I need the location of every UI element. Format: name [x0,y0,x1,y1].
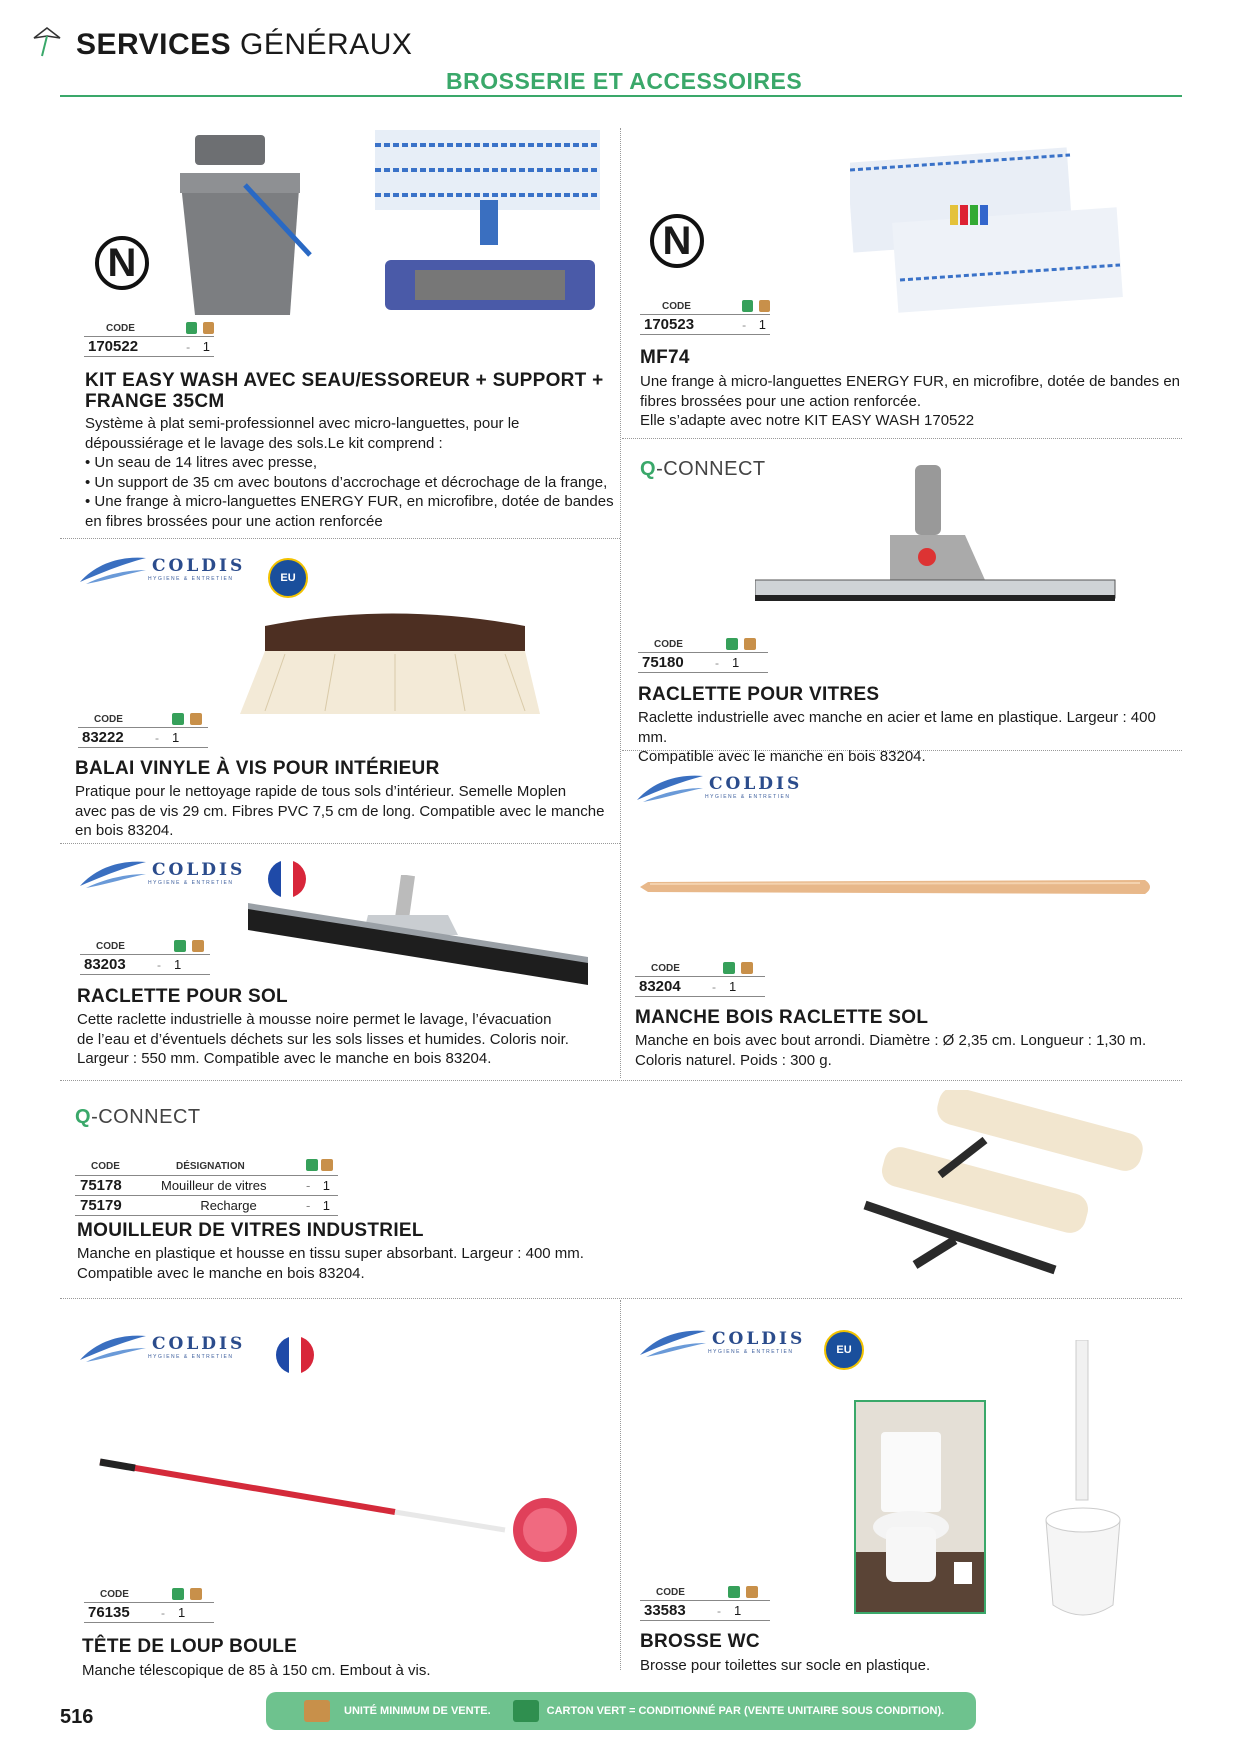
unit-box-icon [741,962,753,974]
product-title: MOUILLEUR DE VITRES INDUSTRIEL [77,1220,424,1241]
product-code: 76135 [88,1604,130,1621]
page-number: 516 [60,1706,94,1728]
product-description: Système à plat semi-professionnel avec micro-languettes, pour le dépoussiérage et le lavage des sols.Le kit comprend : • Un seau de 14 litres avec presse, • Un support de 35 cm avec boutons d’accrochage et décrochage de la frange, • Une frange à micro-languettes ENERGY FUR, en microfibre, dotée de bandes en fibres brossées pour une action renforcée [85,415,614,530]
row-divider [60,843,620,844]
column-divider [620,128,621,1078]
product-description: Manche en plastique et housse en tissu super absorbant. Largeur : 400 mm. Compatible avec le manche en bois 83204. [77,1245,584,1282]
toilet-brush-image [1038,1340,1128,1620]
eu-badge: EU [824,1330,864,1370]
product-code: 170523 [644,316,695,333]
coldis-logo: COLDIS HYGIENE & ENTRETIEN [635,770,802,804]
product-code-block: CODE 170523 - 1 [640,300,770,335]
window-squeegee-image [755,465,1120,605]
product-title: KIT EASY WASH AVEC SEAU/ESSOREUR + SUPPORT + FRANGE 35CM [85,370,604,412]
product-description: Manche en bois avec bout arrondi. Diamètre : Ø 2,35 cm. Longueur : 1,30 m. Coloris naturel. Poids : 300 g. [635,1032,1147,1069]
product-title: BROSSE WC [640,1631,760,1652]
product-code: 83203 [84,956,126,973]
green-carton-icon [172,1588,184,1600]
product-title: TÊTE DE LOUP BOULE [82,1636,298,1657]
product-description: Raclette industrielle avec manche en acier et lame en plastique. Largeur : 400 mm. Compatible avec le manche en bois 83204. [638,709,1156,765]
product-code-block: CODE 75180 - 1 [638,638,768,673]
product-code-block: CODE 83203 - 1 [80,940,210,975]
page-category-title: SERVICES GÉNÉRAUX [76,28,413,61]
product-code: 83204 [639,978,681,995]
product-code: 33583 [644,1602,686,1619]
mop-fringe-image [850,145,1125,315]
unit-box-icon [746,1586,758,1598]
product-title: MANCHE BOIS RACLETTE SOL [635,1007,929,1028]
product-description: Une frange à micro-languettes ENERGY FUR, en microfibre, dotée de bandes en fibres brossées pour une action renforcée. Elle s’adapte avec notre KIT EASY WASH 170522 [640,373,1180,429]
row-divider [622,438,1182,439]
cobweb-brush-image [95,1450,585,1565]
product-description: Manche télescopique de 85 à 150 cm. Embout à vis. [82,1662,431,1679]
legend-bar [266,1692,976,1730]
coldis-logo: COLDIS HYGIENE & ENTRETIEN [78,1330,245,1364]
product-code-block: CODE 33583 - 1 [640,1586,770,1621]
coldis-logo: COLDIS HYGIENE & ENTRETIEN [638,1325,805,1359]
green-carton-icon [186,322,197,334]
unit-box-icon [190,1588,202,1600]
table-row: 75179 Recharge - 1 [75,1196,338,1216]
green-carton-icon [513,1700,539,1722]
product-code-block: CODE 76135 - 1 [84,1588,214,1623]
green-carton-icon [723,962,735,974]
unit-box-icon [304,1700,330,1722]
category-icon [32,26,62,58]
unit-legend-text: UNITÉ MINIMUM DE VENTE. [344,1705,491,1717]
toilet-photo [854,1400,986,1614]
section-title: BROSSERIE ET ACCESSOIRES [446,68,803,94]
product-description: Cette raclette industrielle à mousse noire permet le lavage, l’évacuation de l’eau et d’éventuels déchets sur les sols lisses et humides. Coloris noir. Largeur : 550 mm. Compatible avec le manche en bois 83204. [77,1011,569,1067]
product-title: BALAI VINYLE À VIS POUR INTÉRIEUR [75,758,440,779]
unit-box-icon [203,322,214,334]
green-carton-icon [726,638,738,650]
row-divider [60,1298,1182,1299]
eu-badge: EU [268,558,308,598]
green-carton-icon [742,300,753,312]
unit-box-icon [744,638,756,650]
green-carton-legend-text: CARTON VERT = CONDITIONNÉ PAR (VENTE UNITAIRE SOUS CONDITION). [546,1705,945,1717]
n-logo: N [650,214,704,268]
product-code: 83222 [82,729,124,746]
unit-box-icon [321,1159,333,1171]
n-logo: N [95,236,149,290]
wood-handle-image [640,875,1155,899]
row-divider [60,538,620,539]
mop-support-image [375,130,600,320]
product-code-block: CODE 83204 - 1 [635,962,765,997]
product-code: 75180 [642,654,684,671]
product-title: RACLETTE POUR SOL [77,986,288,1007]
coldis-logo: COLDIS HYGIENE & ENTRETIEN [78,856,245,890]
product-code-block: CODE 170522 - 1 [84,322,214,357]
product-code: 170522 [88,338,139,355]
coldis-logo: COLDIS HYGIENE & ENTRETIEN [78,552,245,586]
designation-table: CODE DÉSIGNATION 75178 Mouilleur de vitres - 1 75179 Recharge - 1 [75,1158,338,1216]
qconnect-logo: Q-CONNECT [75,1106,201,1128]
unit-box-icon [192,940,204,952]
unit-box-icon [190,713,202,725]
broom-image [235,606,545,718]
green-carton-icon [174,940,186,952]
product-code-block: CODE 83222 - 1 [78,713,208,748]
france-flag-icon [276,1336,314,1374]
qconnect-logo: Q-CONNECT [640,458,766,480]
code-label: CODE [106,322,135,334]
product-description: Pratique pour le nettoyage rapide de tous sols d’intérieur. Semelle Moplen avec pas de vis 29 cm. Fibres PVC 7,5 cm de long. Compatible avec le manche en bois 83204. [75,783,605,839]
column-divider [620,1300,621,1670]
floor-squeegee-image [248,875,588,995]
row-divider [60,1080,1182,1081]
table-row: 75178 Mouilleur de vitres - 1 [75,1176,338,1196]
green-carton-icon [172,713,184,725]
unit-box-icon [759,300,770,312]
green-carton-icon [728,1586,740,1598]
bucket-image [175,135,320,320]
green-carton-icon [306,1159,318,1171]
header-rule [60,95,1182,97]
product-title: MF74 [640,347,690,368]
product-description: Brosse pour toilettes sur socle en plastique. [640,1657,931,1674]
product-title: RACLETTE POUR VITRES [638,684,880,705]
window-washer-image [845,1090,1175,1280]
